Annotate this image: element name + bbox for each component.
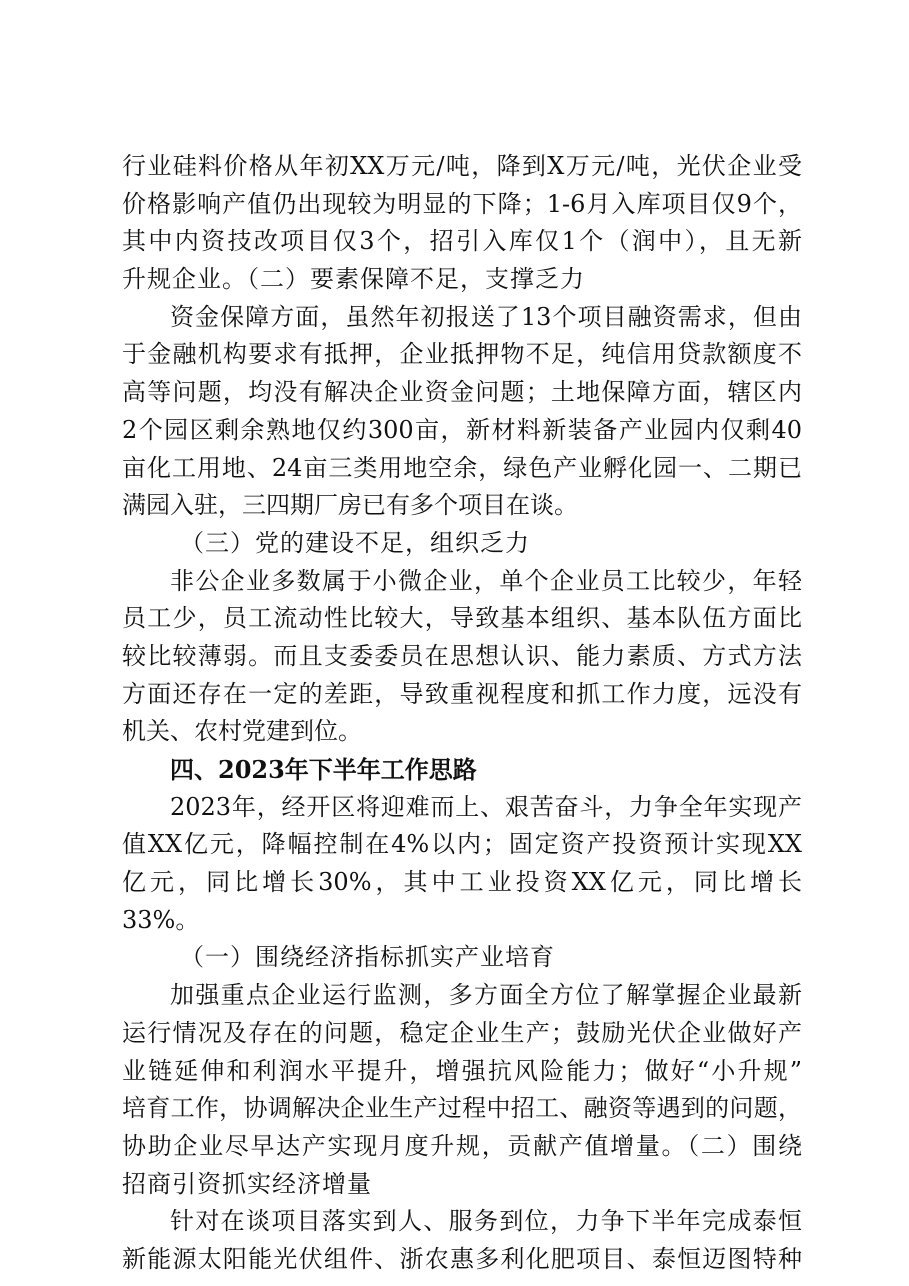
body-line: 值XX亿元，降幅控制在4%以内；固定资产投资预计实现XX: [122, 830, 802, 859]
body-line: 其中内资技改项目仅3个，招引入库仅1个（润中），且无新: [122, 227, 802, 256]
body-line: 行业硅料价格从年初XX万元/吨，降到X万元/吨，光伏企业受: [122, 152, 802, 180]
paragraph-first-line: 加强重点企业运行监测，多方面全方位了解掌握企业最新: [170, 981, 802, 1010]
body-line: 2个园区剩余熟地仅约300亩，新材料新装备产业园内仅剩40: [122, 415, 802, 444]
body-line: 员工少，员工流动性比较大，导致基本组织、基本队伍方面比: [122, 604, 802, 633]
paragraph-first-line: 资金保障方面，虽然年初报送了13个项目融资需求，但由: [170, 302, 802, 331]
body-line: 于金融机构要求有抵押，企业抵押物不足，纯信用贷款额度不: [122, 340, 802, 369]
body-line: 亩化工用地、24亩三类用地空余，绿色产业孵化园一、二期已: [122, 453, 802, 482]
body-line: 协助企业尽早达产实现月度升规，贡献产值增量。（二）围绕: [122, 1131, 802, 1160]
section-heading-line: 招商引资抓实经济增量: [122, 1169, 372, 1198]
body-line: 新能源太阳能光伏组件、浙农惠多利化肥项目、泰恒迈图特种: [122, 1244, 802, 1273]
body-line: 方面还存在一定的差距，导致重视程度和抓工作力度，远没有: [122, 679, 802, 708]
body-line: 亿元，同比增长30%，其中工业投资XX亿元，同比增长: [122, 868, 802, 897]
paragraph-first-line: 非公企业多数属于小微企业，单个企业员工比较少，年轻: [170, 566, 802, 595]
subsection-heading: （一）围绕经济指标抓实产业培育: [180, 943, 555, 972]
body-line: 运行情况及存在的问题，稳定企业生产；鼓励光伏企业做好产: [122, 1018, 802, 1047]
paragraph-first-line: 针对在谈项目落实到人、服务到位，力争下半年完成泰恒: [170, 1207, 802, 1236]
body-line: 满园入驻，三四期厂房已有多个项目在谈。: [122, 491, 578, 520]
document-body: [122, 148, 802, 1279]
body-line: 机关、农村党建到位。: [122, 717, 362, 746]
body-line: 培育工作，协调解决企业生产过程中招工、融资等遇到的问题，: [122, 1094, 802, 1123]
section-heading-line: 升规企业。（二）要素保障不足，支撑乏力: [122, 265, 585, 294]
body-line: 33%。: [122, 905, 200, 934]
body-line: 价格影响产值仍出现较为明显的下降；1-6月入库项目仅9个，: [122, 189, 802, 218]
section-heading: 四、2023年下半年工作思路: [170, 755, 477, 784]
body-line: 较比较薄弱。而且支委委员在思想认识、能力素质、方式方法: [122, 641, 802, 670]
body-line: 业链延伸和利润水平提升，增强抗风险能力；做好“小升规”: [122, 1056, 802, 1085]
paragraph-first-line: 2023年，经开区将迎难而上、艰苦奋斗，力争全年实现产: [170, 792, 802, 821]
subsection-heading: （三）党的建设不足，组织乏力: [180, 528, 530, 557]
body-line: 高等问题，均没有解决企业资金问题；土地保障方面，辖区内: [122, 378, 802, 407]
